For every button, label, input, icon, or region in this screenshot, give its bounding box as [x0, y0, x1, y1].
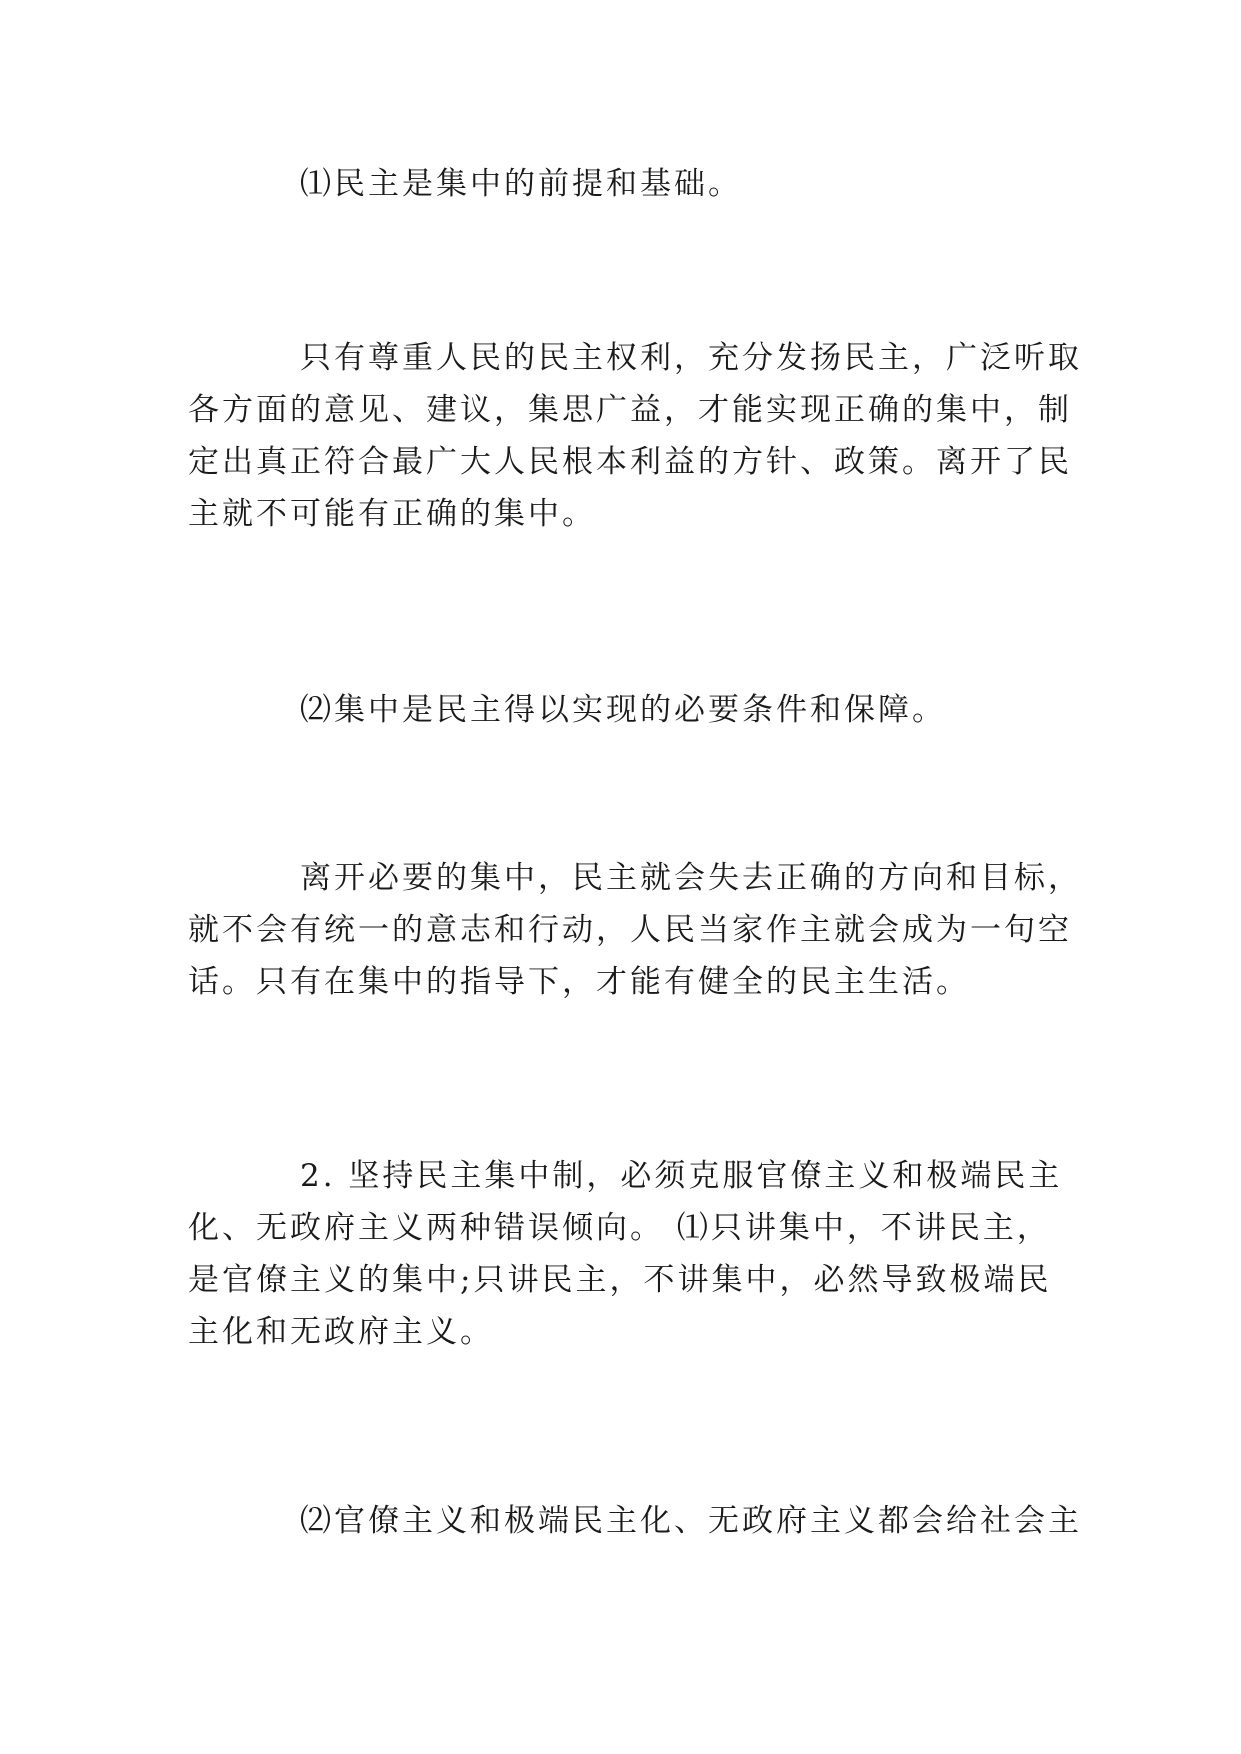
paragraph-centralism-condition — [188, 684, 1068, 736]
text-line: 2. 坚持民主集中制，必须克服官僚主义和极端民主 — [300, 1158, 1063, 1194]
text-line: 就不会有统一的意志和行动，人民当家作主就会成为一句空 — [188, 912, 1072, 948]
paragraph-respect-democratic-rights — [188, 332, 1082, 540]
paragraph-necessary-centralism — [188, 852, 1082, 1008]
text-line: 主化和无政府主义。 — [188, 1314, 494, 1350]
text-line: ⑴民主是集中的前提和基础。 — [300, 166, 742, 202]
text-line: 定出真正符合最广大人民根本利益的方针、政策。离开了民 — [188, 444, 1072, 480]
paragraph-two-wrong-tendencies — [188, 1150, 1068, 1358]
paragraph-bureaucracy-harm — [188, 1495, 1082, 1547]
text-line: 化、无政府主义两种错误倾向。 ⑴只讲集中，不讲民主， — [188, 1210, 1051, 1246]
text-line: ⑵集中是民主得以实现的必要条件和保障。 — [300, 692, 946, 728]
text-line: 话。只有在集中的指导下，才能有健全的民主生活。 — [188, 964, 970, 1000]
text-line: ⑵官僚主义和极端民主化、无政府主义都会给社会主 — [300, 1503, 1082, 1539]
text-line: 只有尊重人民的民主权利，充分发扬民主，广泛听取 — [300, 340, 1082, 376]
text-line: 各方面的意见、建议，集思广益，才能实现正确的集中，制 — [188, 392, 1072, 428]
text-line: 主就不可能有正确的集中。 — [188, 496, 596, 532]
text-line: 离开必要的集中，民主就会失去正确的方向和目标， — [300, 860, 1082, 896]
text-line: 是官僚主义的集中;只讲民主，不讲集中，必然导致极端民 — [188, 1262, 1052, 1298]
paragraph-democracy-premise — [188, 158, 1068, 210]
